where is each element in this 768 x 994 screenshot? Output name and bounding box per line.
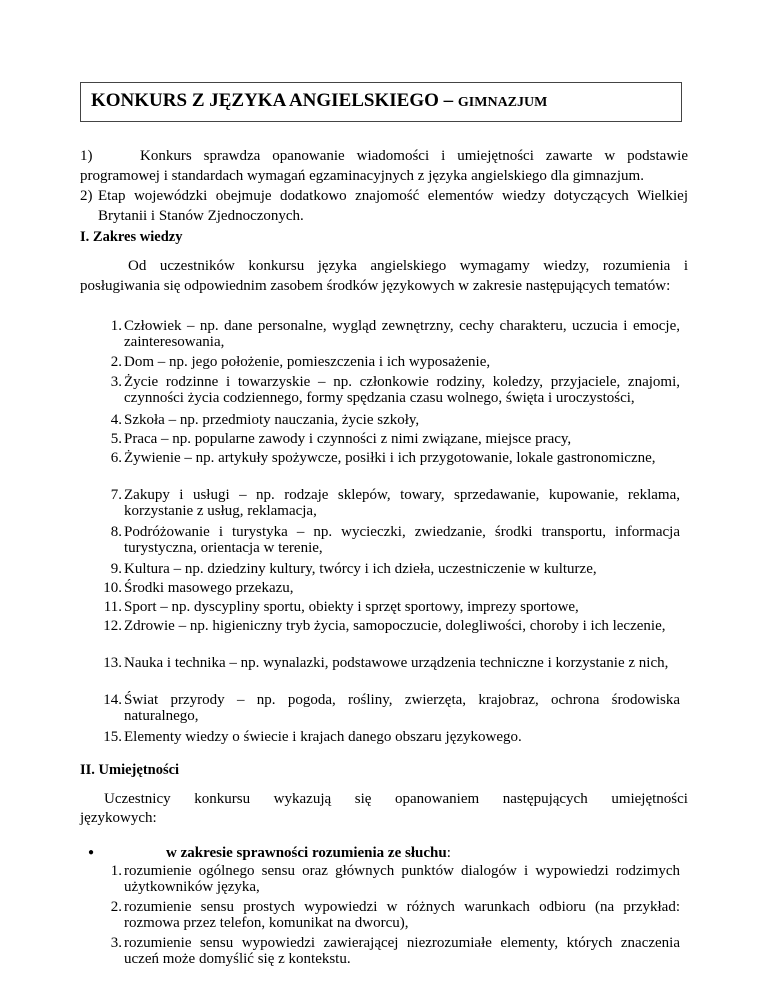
intro-number: 1)	[80, 148, 93, 164]
list-item: 15. Elementy wiedzy o świecie i krajach danego obszaru językowego.	[103, 729, 522, 745]
list-item: 10. Środki masowego przekazu,	[103, 580, 294, 596]
skills-paragraph-line: Uczestnicy konkursu wykazują się opanowaniem następujących umiejętności	[104, 791, 688, 807]
list-item: 14. Świat przyrody – np. pogoda, rośliny, zwierzęta, krajobraz, ochrona środowiska naturalnego,	[103, 692, 680, 724]
list-item: 1. rozumienie ogólnego sensu oraz głównych punktów dialogów i wypowiedzi rodzimych użytkowników języka,	[110, 863, 680, 895]
list-item: 4. Szkoła – np. przedmioty nauczania, życie szkoły,	[110, 412, 420, 428]
list-item: 6. Żywienie – np. artykuły spożywcze, posiłki i ich przygotowanie, lokale gastronomiczne,	[110, 450, 656, 466]
intro-text: Konkurs sprawdza opanowanie wiadomości i umiejętności zawarte w podstawie programowej i standardach wymagań egzaminacyjnych z języka angielskiego dla gimnazjum.	[80, 148, 688, 184]
list-item: 9. Kultura – np. dziedziny kultury, twórcy i ich dzieła, uczestniczenie w kulturze,	[110, 561, 597, 577]
list-item: 11. Sport – np. dyscypliny sportu, obiekty i sprzęt sportowy, imprezy sportowe,	[103, 599, 579, 615]
section-heading-knowledge: I. Zakres wiedzy	[80, 229, 183, 245]
list-item: 3. Życie rodzinne i towarzyskie – np. członkowie rodziny, koledzy, przyjaciele, znajomi, czynności życia codziennego, formy spędzania czasu wolnego, święta i uroczystości,	[110, 374, 680, 406]
list-item: 3. rozumienie sensu wypowiedzi zawierającej niezrozumiałe elementy, których znaczenia uczeń może domyślić się z kontekstu.	[110, 935, 680, 967]
list-item: 13. Nauka i technika – np. wynalazki, podstawowe urządzenia techniczne i korzystanie z nich,	[103, 655, 669, 671]
skills-paragraph-end: językowych:	[80, 810, 157, 826]
list-item: 7. Zakupy i usługi – np. rodzaje sklepów, towary, sprzedawanie, kupowanie, reklama, korzystanie z usług, reklamacja,	[110, 487, 680, 519]
page-title	[91, 90, 547, 112]
list-item: 8. Podróżowanie i turystyka – np. wycieczki, zwiedzanie, środki transportu, informacja turystyczna, orientacja w terenie,	[110, 524, 680, 556]
section-heading-skills: II. Umiejętności	[80, 762, 180, 778]
intro-point-2	[80, 186, 688, 226]
list-item: 5. Praca – np. popularne zawody i czynności z nimi związane, miejsce pracy,	[110, 431, 572, 447]
list-item: 2. rozumienie sensu prostych wypowiedzi w różnych warunkach odbioru (na przykład: rozmowa przez telefon, komunikat na dworcu),	[110, 899, 680, 931]
list-item: 2. Dom – np. jego położenie, pomieszczenia i ich wyposażenie,	[110, 354, 491, 370]
intro-point-1	[80, 146, 688, 186]
bullet-icon: ●	[88, 847, 95, 858]
list-item: 12. Zdrowie – np. higieniczny tryb życia, samopoczucie, dolegliwości, choroby i ich leczenie,	[103, 618, 666, 634]
title-suffix: GIMNAZJUM	[457, 95, 548, 110]
section-paragraph: Od uczestników konkursu języka angielskiego wymagamy wiedzy, rozumienia i posługiwania się odpowiednim zasobem środków językowych w zakresie następujących tematów:	[80, 258, 688, 294]
intro-text: Etap wojewódzki obejmuje dodatkowo znajomość elementów wiedzy dotyczących Wielkiej Brytanii i Stanów Zjednoczonych.	[98, 188, 688, 224]
intro-number: 2)	[80, 188, 93, 204]
skills-subheading: w zakresie sprawności rozumienia ze słuchu:	[166, 845, 451, 861]
list-item: 1. Człowiek – np. dane personalne, wygląd zewnętrzny, cechy charakteru, uczucia i emocje, zainteresowania,	[110, 318, 680, 350]
title-box	[80, 82, 682, 122]
title-main: KONKURS Z JĘZYKA ANGIELSKIEGO –	[91, 90, 458, 111]
